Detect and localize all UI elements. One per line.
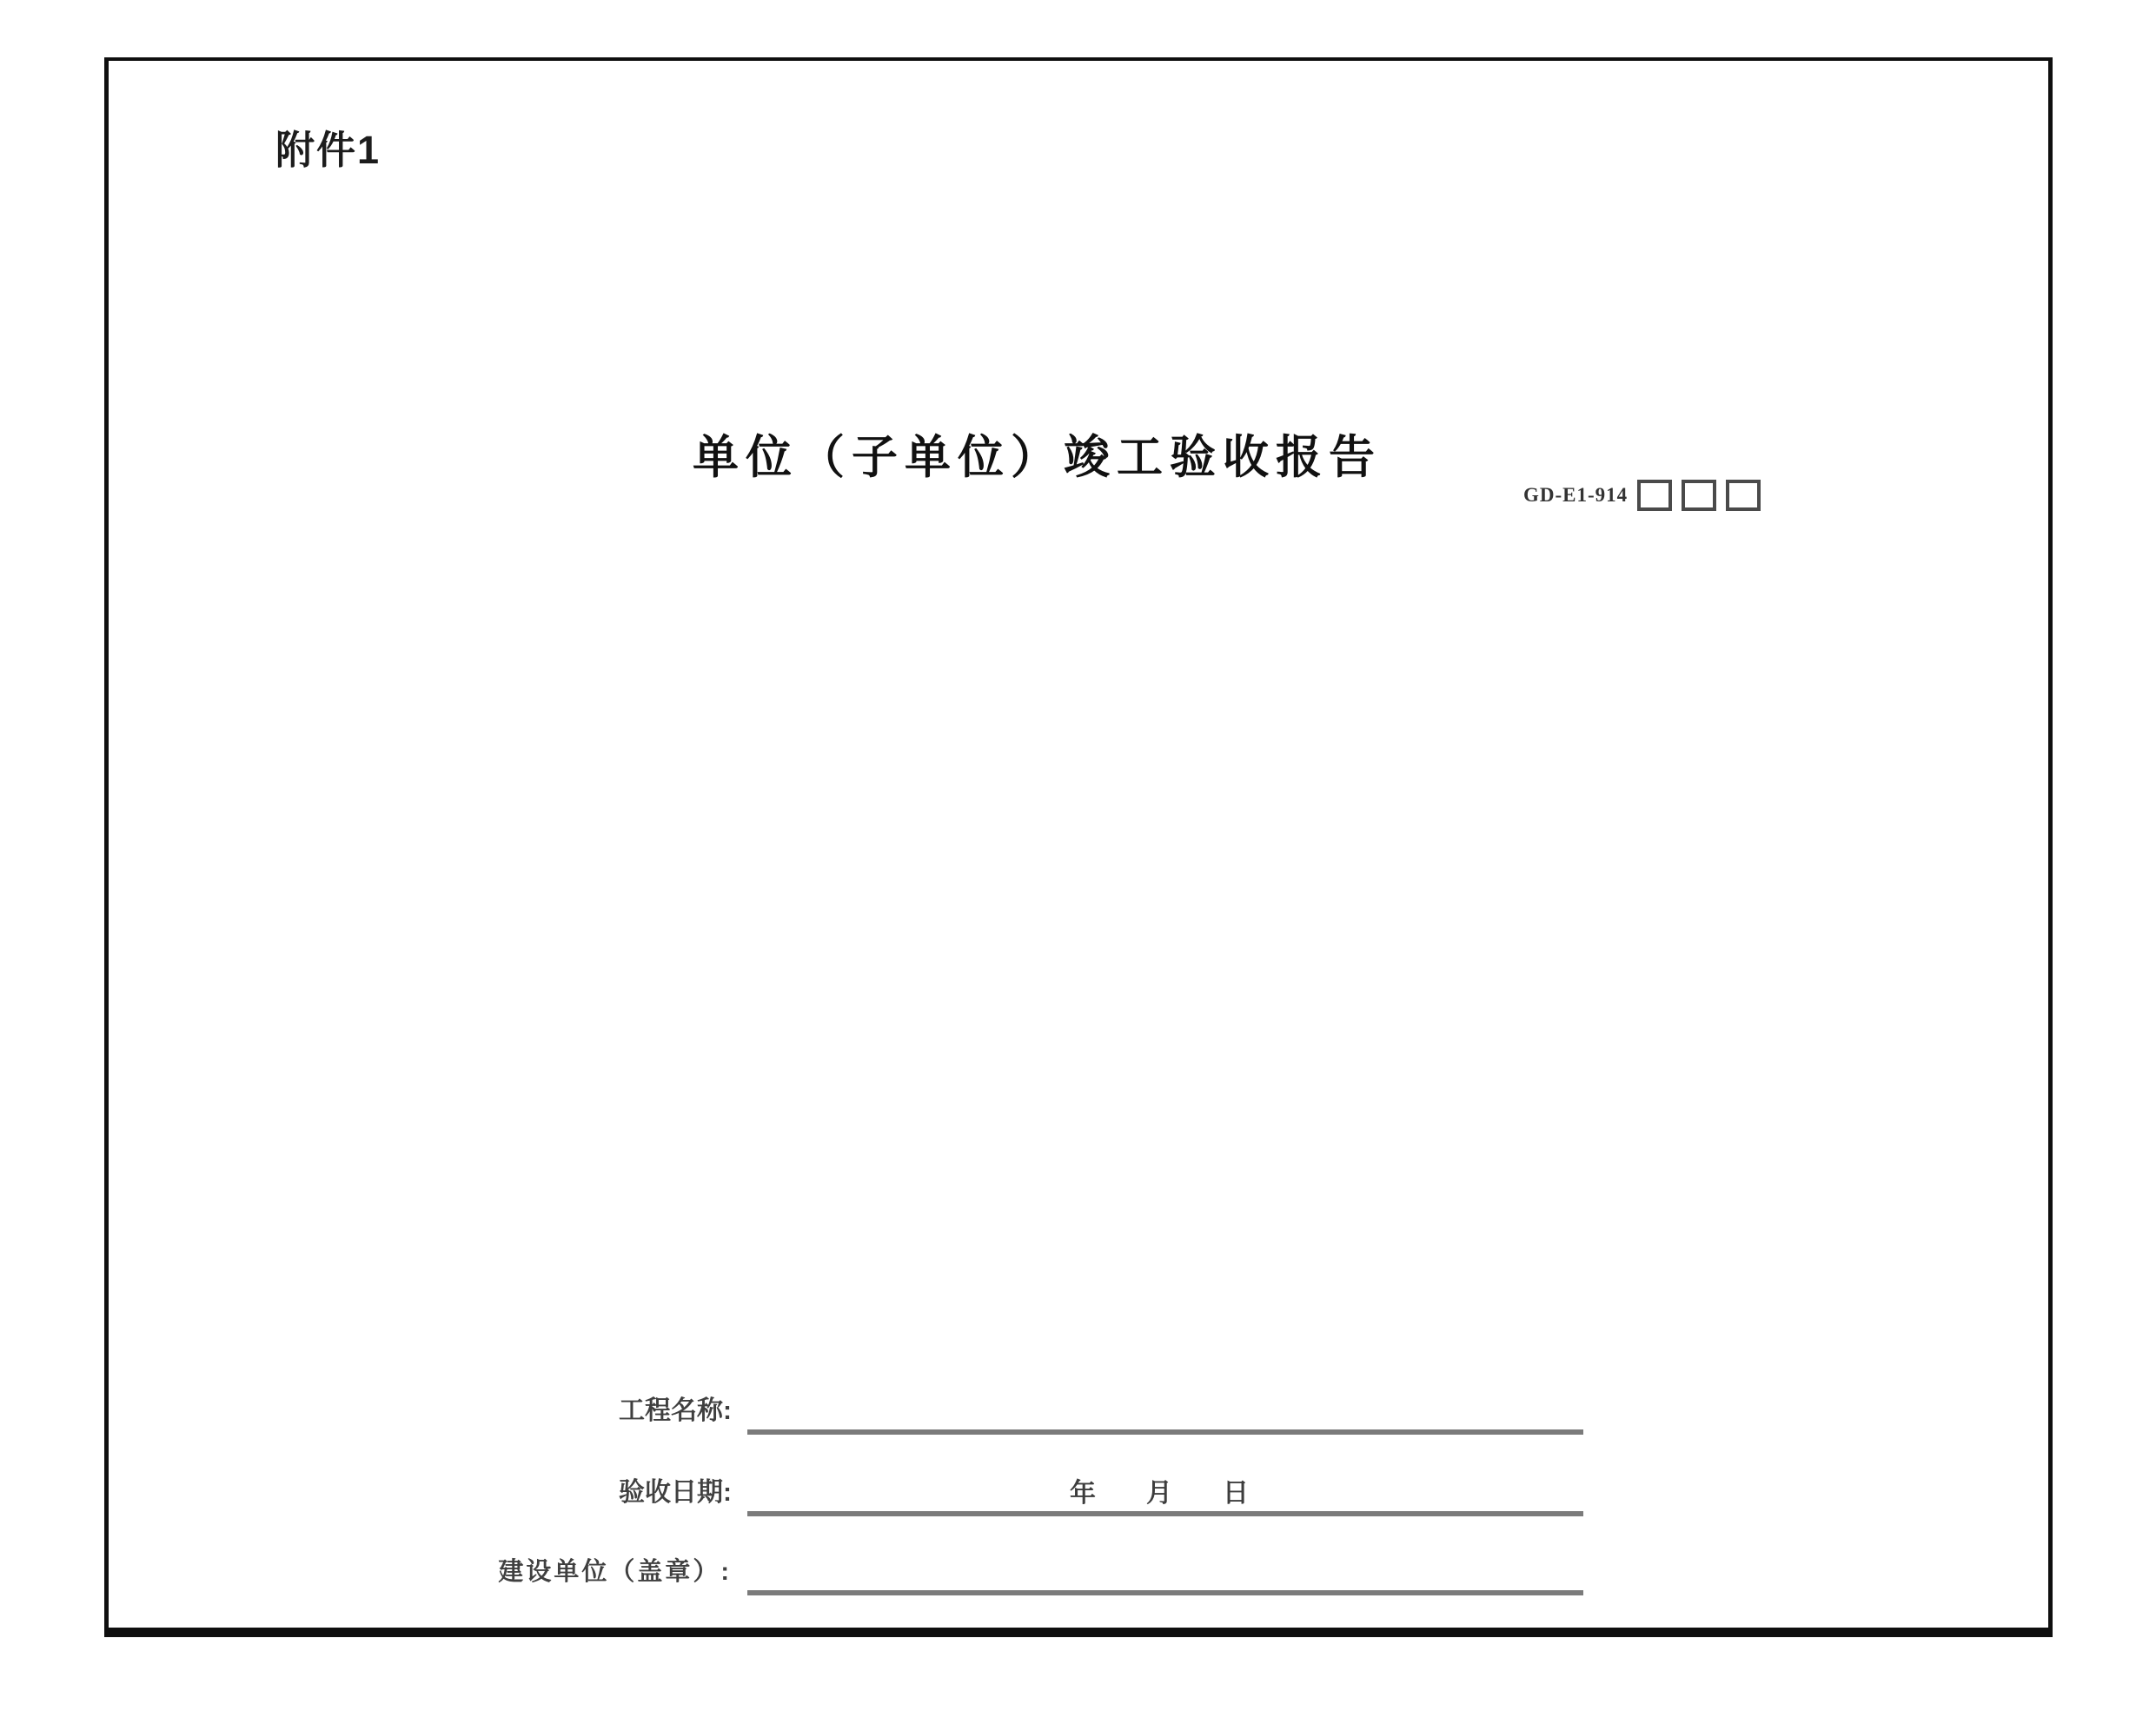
field-row-acceptance-date: [469, 1470, 1583, 1516]
date-units-text: 年 月 日: [1070, 1479, 1261, 1508]
field-row-project-name: [469, 1389, 1583, 1435]
attachment-label: 附件1: [275, 128, 381, 172]
form-code: GD-E1-914: [1523, 484, 1629, 506]
code-box-3[interactable]: [1726, 480, 1761, 511]
field-row-construction-unit: [469, 1552, 1583, 1595]
form-code-row: [1523, 480, 1761, 511]
construction-unit-label: 建设单位（盖章）:: [498, 1558, 732, 1586]
code-box-2[interactable]: [1682, 480, 1716, 511]
construction-unit-field[interactable]: [747, 1552, 1583, 1595]
project-name-label: 工程名称:: [619, 1396, 732, 1425]
project-name-field[interactable]: [747, 1391, 1583, 1435]
acceptance-date-label: 验收日期:: [619, 1478, 732, 1507]
acceptance-date-field[interactable]: [747, 1473, 1583, 1516]
code-box-1[interactable]: [1637, 480, 1672, 511]
page-border: [104, 57, 2053, 1637]
report-title: 单位（子单位）竣工验收报告: [693, 432, 1382, 483]
